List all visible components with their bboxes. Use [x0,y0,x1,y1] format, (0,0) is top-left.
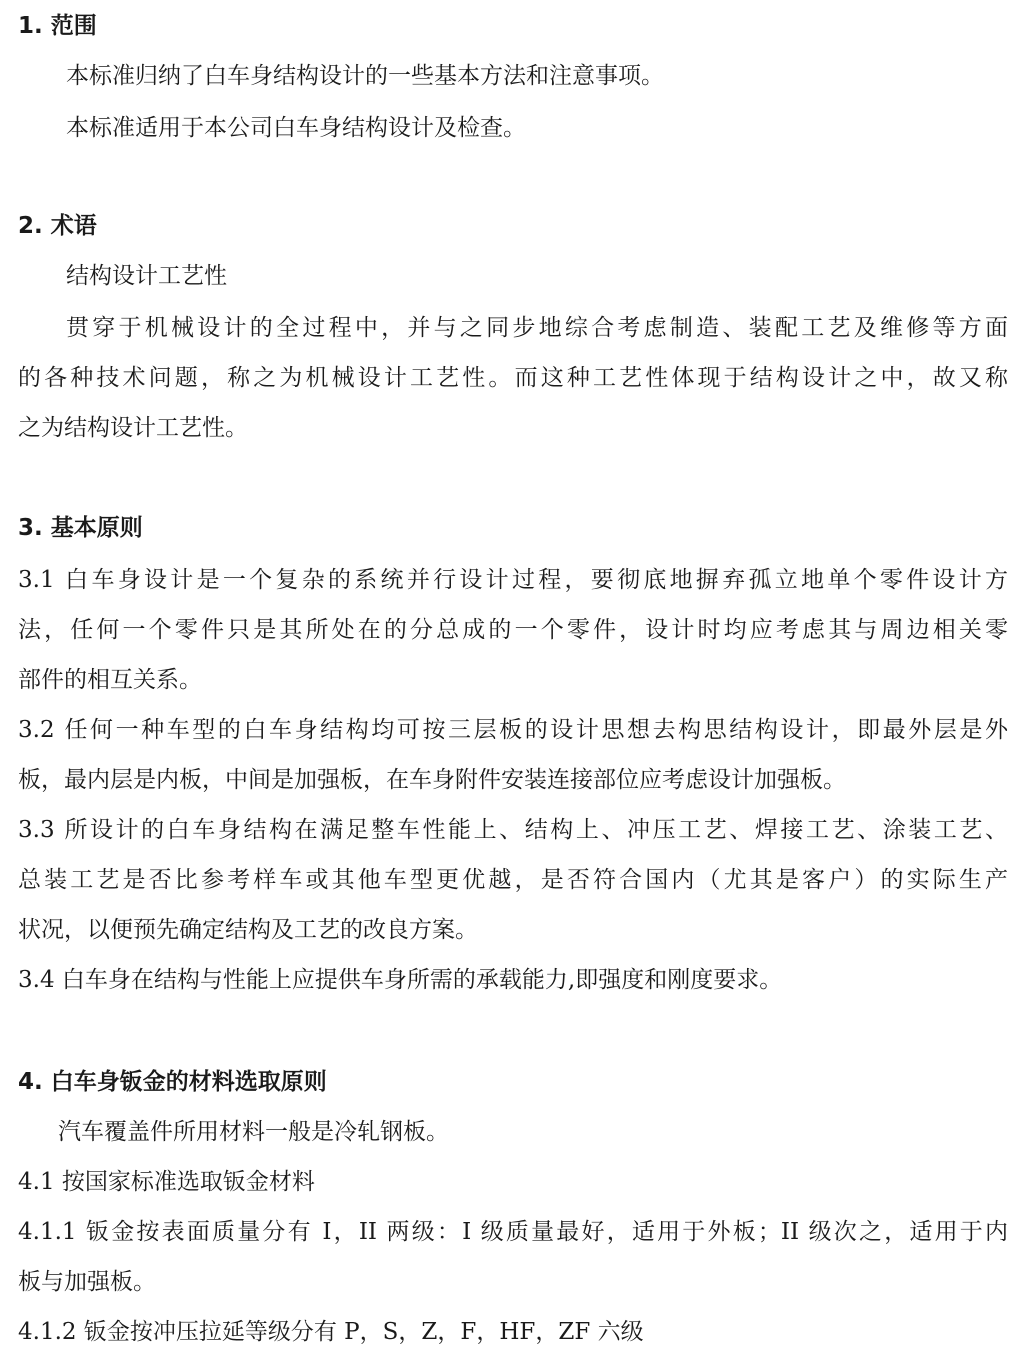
clause-4-1: 4.1 按国家标准选取钣金材料 [18,1169,315,1195]
clause-4-1-1-line-1: 4.1.1 钣金按表面质量分有 I，II 两级：I 级质量最好，适用于外板；II 级次之，适用于内 [18,1219,1008,1245]
section-2-term: 结构设计工艺性 [66,263,227,289]
clause-3-2-line-2: 板，最内层是内板，中间是加强板，在车身附件安装连接部位应考虑设计加强板。 [18,767,846,793]
section-2-definition-line-3: 之为结构设计工艺性。 [18,415,248,441]
clause-4-1-1-line-2: 板与加强板。 [18,1269,156,1295]
section-2-definition-line-2: 的各种技术问题，称之为机械设计工艺性。而这种工艺性体现于结构设计之中，故又称 [18,365,1008,391]
section-1-heading: 1. 范围 [18,13,97,39]
clause-3-4-line-1: 3.4 白车身在结构与性能上应提供车身所需的承载能力,即强度和刚度要求。 [18,967,783,993]
section-3-heading: 3. 基本原则 [18,515,143,541]
section-2-heading: 2. 术语 [18,213,97,239]
clause-4-1-2-line-1: 4.1.2 钣金按冲压拉延等级分有 P，S，Z，F，HF，ZF 六级 [18,1319,644,1345]
clause-3-2-line-1: 3.2 任何一种车型的白车身结构均可按三层板的设计思想去构思结构设计，即最外层是外 [18,717,1008,743]
clause-3-3-line-1: 3.3 所设计的白车身结构在满足整车性能上、结构上、冲压工艺、焊接工艺、涂装工艺、 [18,817,1008,843]
section-1-paragraph-2: 本标准适用于本公司白车身结构设计及检查。 [66,115,526,141]
section-2-definition-line-1: 贯穿于机械设计的全过程中，并与之同步地综合考虑制造、装配工艺及维修等方面 [66,315,1008,341]
section-4-intro: 汽车覆盖件所用材料一般是冷轧钢板。 [58,1119,449,1145]
clause-3-1-line-3: 部件的相互关系。 [18,667,202,693]
clause-3-1-line-1: 3.1 白车身设计是一个复杂的系统并行设计过程，要彻底地摒弃孤立地单个零件设计方 [18,567,1008,593]
section-4-heading: 4. 白车身钣金的材料选取原则 [18,1069,327,1095]
clause-3-1-line-2: 法，任何一个零件只是其所处在的分总成的一个零件，设计时均应考虑其与周边相关零 [18,617,1008,643]
section-1-paragraph-1: 本标准归纳了白车身结构设计的一些基本方法和注意事项。 [66,63,664,89]
clause-3-3-line-2: 总装工艺是否比参考样车或其他车型更优越，是否符合国内（尤其是客户）的实际生产 [18,867,1008,893]
clause-3-3-line-3: 状况，以便预先确定结构及工艺的改良方案。 [18,917,478,943]
